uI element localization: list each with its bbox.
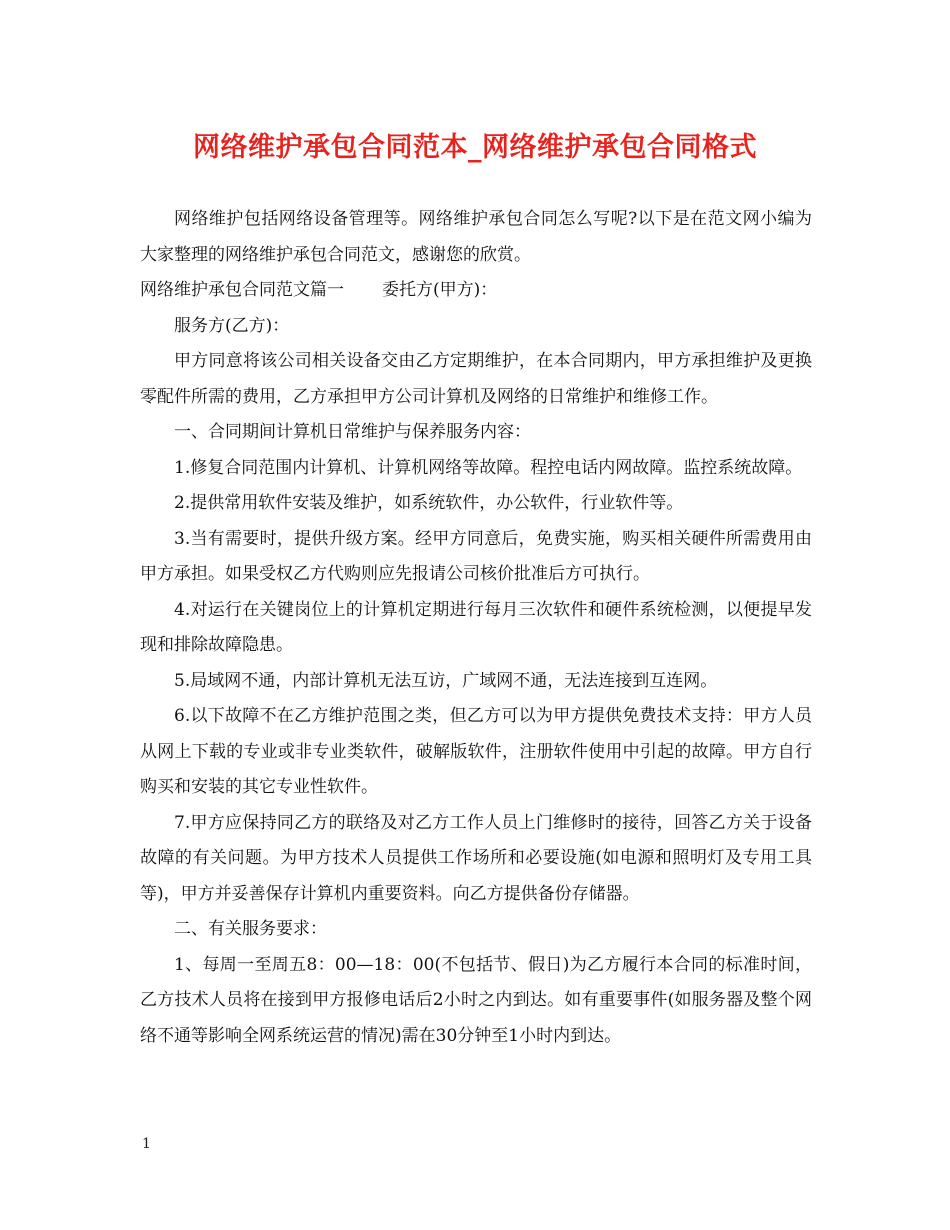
- party-b-label: 服务方(乙方)：: [174, 315, 290, 336]
- part1-heading: 一、合同期间计算机日常维护与保养服务内容：: [174, 422, 531, 442]
- part2-heading: 二、有关服务要求：: [174, 919, 327, 939]
- party-a-label: 委托方(甲方)：: [382, 280, 498, 300]
- part1-item-4: 4.对运行在关键岗位上的计算机定期进行每月三次软件和硬件系统检测，以便提早发现和排除故障隐患。: [140, 599, 812, 655]
- part1-item-3: 3.当有需要时，提供升级方案。经甲方同意后，免费实施，购买相关硬件所需费用由甲方承担。如果受权乙方代购则应先报请公司核价批准后方可执行。: [140, 528, 812, 584]
- part1-item-7: 7.甲方应保持同乙方的联络及对乙方工作人员上门维修时的接待，回答乙方关于设备故障的有关问题。为甲方技术人员提供工作场所和必要设施(如电源和照明灯及专用工具等)，甲方并妥善保存计算机内重要资料。向乙方提供备份存储器。: [140, 812, 812, 904]
- section-heading-line: [140, 273, 812, 309]
- part1-item-6: 6.以下故障不在乙方维护范围之类，但乙方可以为甲方提供免费技术支持：甲方人员从网上下载的专业或非专业类软件，破解版软件，注册软件使用中引起的故障。甲方自行购买和安装的其它专业性软件。: [140, 706, 812, 797]
- section-heading: 网络维护承包合同范文篇一: [140, 280, 344, 300]
- page-number: 1: [142, 1136, 151, 1152]
- part1-item-2: 2.提供常用软件安装及维护，如系统软件，办公软件，行业软件等。: [174, 493, 684, 513]
- agreement-paragraph: 甲方同意将该公司相关设备交由乙方定期维护，在本合同期内，甲方承担维护及更换零配件所需的费用，乙方承担甲方公司计算机及网络的日常维护和维修工作。: [140, 351, 812, 407]
- part1-item-5: 5.局域网不通，内部计算机无法互访，广域网不通，无法连接到互连网。: [174, 670, 718, 691]
- document-body: [140, 202, 812, 1054]
- document-title: 网络维护承包合同范本_网络维护承包合同格式: [193, 132, 757, 163]
- part1-item-1: 1.修复合同范围内计算机、计算机网络等故障。程控电话内网故障。监控系统故障。: [174, 457, 803, 478]
- part2-item-1: 1、每周一至周五8：00—18：00(不包括节、假日)为乙方履行本合同的标准时间，乙方技术人员将在接到甲方报修电话后2小时之内到达。如有重要事件(如服务器及整个网络不通等影响全网系统运营的情况)需在30分钟至1小时内到达。: [140, 954, 812, 1046]
- intro-paragraph: 网络维护包括网络设备管理等。网络维护承包合同怎么写呢?以下是在范文网小编为大家整理的网络维护承包合同范文，感谢您的欣赏。: [140, 209, 812, 265]
